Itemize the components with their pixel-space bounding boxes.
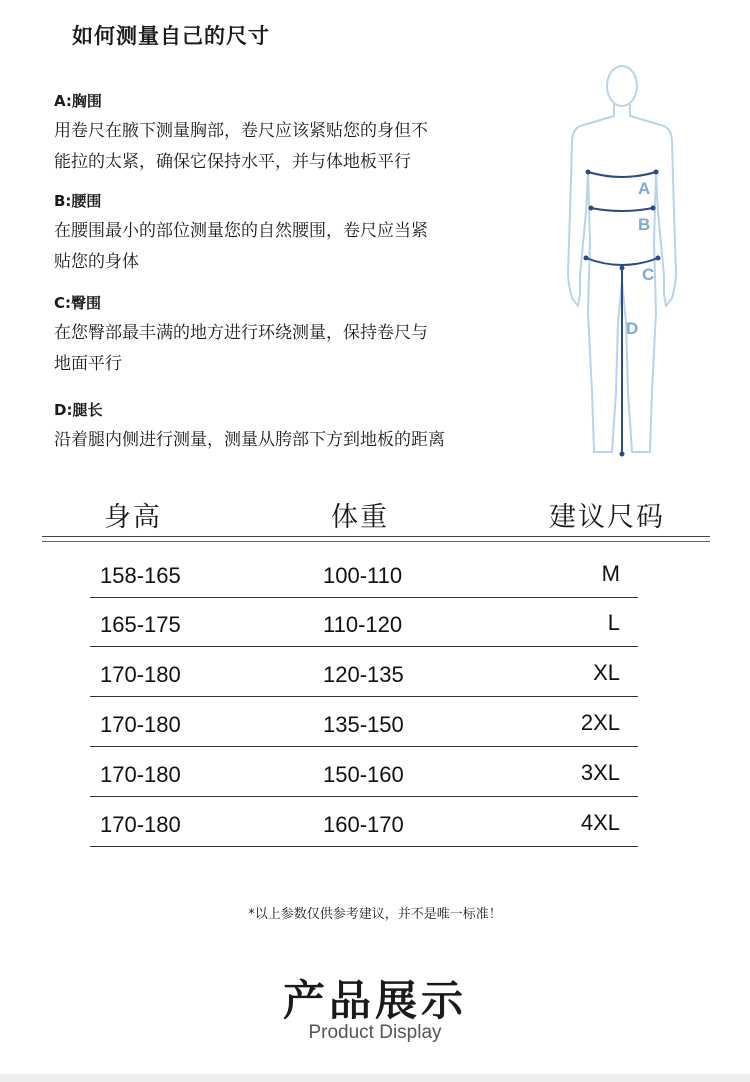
instruction-leg [54,399,524,456]
instruction-text [54,116,524,178]
figure-label-b: B [638,215,651,234]
height-cell: 170-180 [100,712,181,737]
size-cell: 3XL [580,760,620,785]
instruction-hip [54,292,524,380]
bottom-divider [0,1074,750,1082]
size-cell: XL [593,660,620,685]
size-cell: 4XL [580,810,620,835]
table-row [90,598,638,647]
header-divider [42,536,710,537]
weight-cell: 110-120 [323,612,403,637]
weight-cell: 135-150 [323,712,404,737]
instruction-waist [54,190,524,278]
disclaimer-note: *以上参数仅供参考建议，并不是唯一标准！ [248,907,502,922]
height-cell: 170-180 [100,662,181,687]
instruction-text [54,318,524,380]
instruction-line: 在您臀部最丰满的地方进行环绕测量，保持卷尺与 [54,323,428,343]
figure-label-a: A [638,179,651,198]
body-measurement-figure [560,62,700,462]
table-row [90,698,638,747]
weight-cell: 100-110 [323,563,403,588]
instruction-line: 贴您的身体 [54,252,139,272]
height-cell: 170-180 [100,762,181,787]
instruction-line: 能拉的太紧，确保它保持水平，并与体地板平行 [54,152,411,172]
table-row [90,648,638,697]
height-cell: 170-180 [100,812,181,837]
table-header-height: 身高 [104,502,162,533]
instruction-chest [54,90,524,178]
size-cell: L [607,610,620,635]
instruction-text [54,216,524,278]
product-display-subtitle: Product Display [308,1022,442,1043]
product-display-title: 产品展示 [282,976,467,1025]
instruction-text [54,425,524,456]
table-row [90,748,638,797]
instruction-label: A:胸围 [54,92,102,110]
instruction-line: 地面平行 [54,354,122,374]
height-cell: 165-175 [100,612,181,637]
size-cell: 2XL [580,710,620,735]
size-cell: M [601,561,620,586]
instruction-line: 在腰围最小的部位测量您的自然腰围，卷尺应当紧 [54,221,428,241]
weight-cell: 160-170 [323,812,404,837]
table-header-size: 建议尺码 [549,502,665,533]
instruction-label: B:腰围 [54,192,102,210]
weight-cell: 150-160 [323,762,404,787]
table-header-weight: 体重 [331,502,389,533]
table-row [90,549,638,598]
table-row [90,798,638,847]
header-divider [42,541,710,542]
instruction-line: 沿着腿内侧进行测量，测量从胯部下方到地板的距离 [54,430,445,450]
height-cell: 158-165 [100,563,181,588]
instruction-line: 用卷尺在腋下测量胸部，卷尺应该紧贴您的身但不 [54,121,428,141]
figure-label-d: D [626,319,639,338]
body-outline-graphic [560,62,700,462]
page-title: 如何测量自己的尺寸 [72,24,270,48]
figure-label-c: C [642,265,655,284]
instruction-label: C:臀围 [54,294,102,312]
instruction-label: D:腿长 [54,401,103,419]
weight-cell: 120-135 [323,662,404,687]
